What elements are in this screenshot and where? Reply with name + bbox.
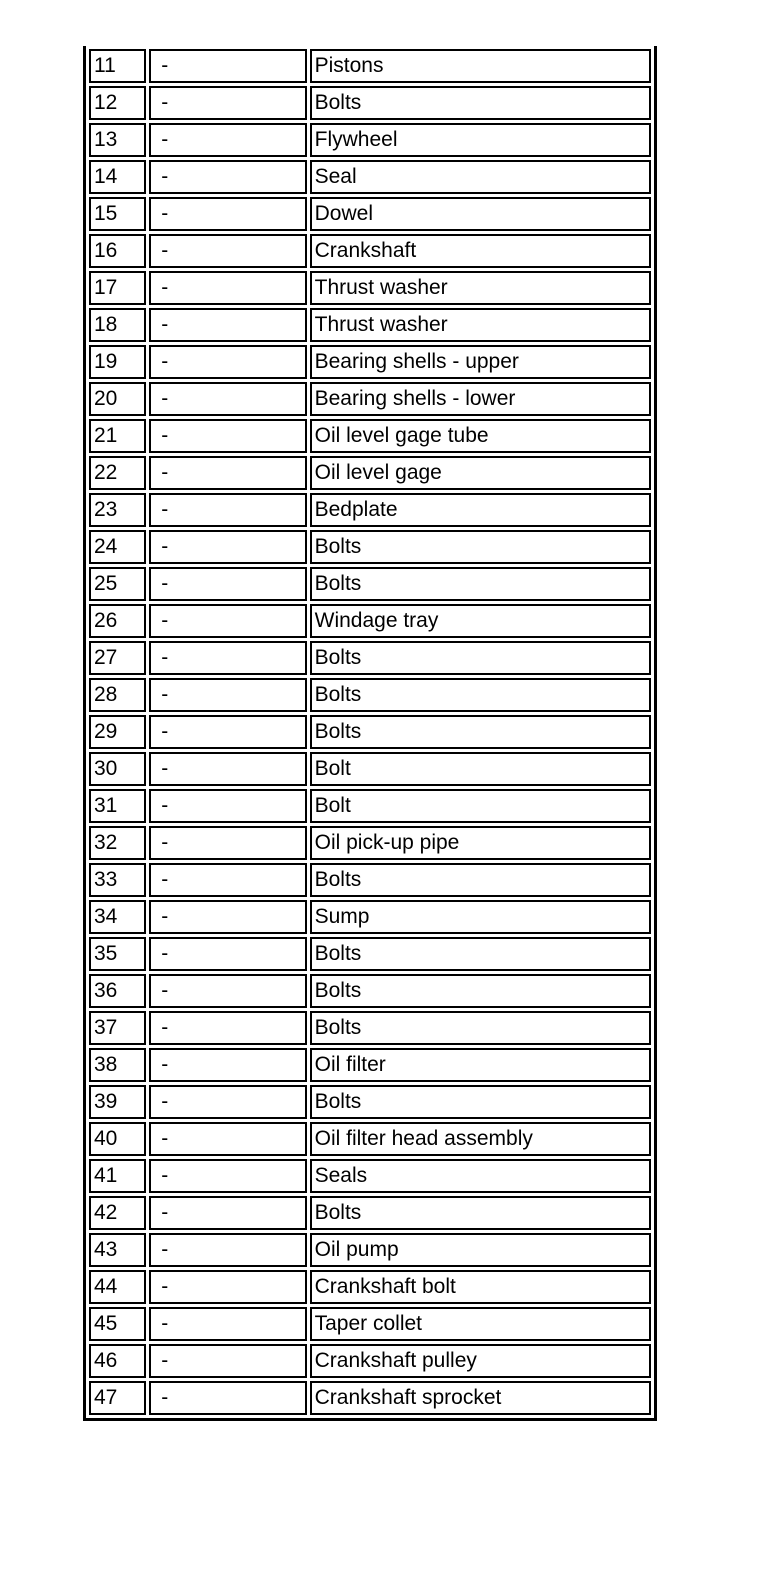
table-row: [89, 900, 651, 934]
part-number-cell: 25: [89, 567, 146, 601]
separator-cell: -: [149, 456, 306, 490]
part-name-cell: Bearing shells - lower: [310, 382, 651, 416]
table-row: [89, 863, 651, 897]
part-name-cell: Bolts: [310, 715, 651, 749]
part-name-cell: Taper collet: [310, 1307, 651, 1341]
part-number-cell: 19: [89, 345, 146, 379]
table-row: [89, 530, 651, 564]
part-number-cell: 45: [89, 1307, 146, 1341]
part-name-cell: Flywheel: [310, 123, 651, 157]
separator-cell: -: [149, 123, 306, 157]
table-row: [89, 419, 651, 453]
table-row: [89, 1011, 651, 1045]
part-name-cell: Oil level gage tube: [310, 419, 651, 453]
separator-cell: -: [149, 234, 306, 268]
table-row: [89, 826, 651, 860]
part-name-cell: Oil filter: [310, 1048, 651, 1082]
table-row: [89, 86, 651, 120]
table-row: [89, 456, 651, 490]
part-number-cell: 14: [89, 160, 146, 194]
part-name-cell: Bolts: [310, 678, 651, 712]
part-number-cell: 36: [89, 974, 146, 1008]
table-row: [89, 1196, 651, 1230]
separator-cell: -: [149, 530, 306, 564]
separator-cell: -: [149, 160, 306, 194]
part-name-cell: Oil filter head assembly: [310, 1122, 651, 1156]
separator-cell: -: [149, 345, 306, 379]
table-row: [89, 1381, 651, 1415]
table-row: [89, 1085, 651, 1119]
table-row: [89, 1122, 651, 1156]
table-row: [89, 1307, 651, 1341]
table-row: [89, 641, 651, 675]
part-name-cell: Seal: [310, 160, 651, 194]
part-name-cell: Windage tray: [310, 604, 651, 638]
separator-cell: -: [149, 641, 306, 675]
separator-cell: -: [149, 1011, 306, 1045]
table-row: [89, 234, 651, 268]
table-row: [89, 308, 651, 342]
separator-cell: -: [149, 1233, 306, 1267]
part-name-cell: Bolts: [310, 530, 651, 564]
part-number-cell: 39: [89, 1085, 146, 1119]
separator-cell: -: [149, 863, 306, 897]
part-number-cell: 18: [89, 308, 146, 342]
table-row: [89, 678, 651, 712]
part-name-cell: Bolts: [310, 1011, 651, 1045]
part-number-cell: 38: [89, 1048, 146, 1082]
table-row: [89, 345, 651, 379]
table-row: [89, 123, 651, 157]
part-number-cell: 42: [89, 1196, 146, 1230]
table-row: [89, 493, 651, 527]
separator-cell: -: [149, 937, 306, 971]
part-number-cell: 22: [89, 456, 146, 490]
separator-cell: -: [149, 604, 306, 638]
parts-legend-body: [89, 49, 651, 1415]
part-name-cell: Bolts: [310, 937, 651, 971]
separator-cell: -: [149, 1122, 306, 1156]
part-number-cell: 30: [89, 752, 146, 786]
part-number-cell: 20: [89, 382, 146, 416]
part-name-cell: Oil pump: [310, 1233, 651, 1267]
part-name-cell: Thrust washer: [310, 271, 651, 305]
part-number-cell: 15: [89, 197, 146, 231]
separator-cell: -: [149, 1159, 306, 1193]
part-number-cell: 32: [89, 826, 146, 860]
part-number-cell: 13: [89, 123, 146, 157]
separator-cell: -: [149, 1048, 306, 1082]
separator-cell: -: [149, 974, 306, 1008]
part-name-cell: Bolts: [310, 1085, 651, 1119]
part-name-cell: Pistons: [310, 49, 651, 83]
separator-cell: -: [149, 789, 306, 823]
part-name-cell: Crankshaft sprocket: [310, 1381, 651, 1415]
separator-cell: -: [149, 752, 306, 786]
part-number-cell: 21: [89, 419, 146, 453]
table-row: [89, 1048, 651, 1082]
part-name-cell: Crankshaft: [310, 234, 651, 268]
part-number-cell: 27: [89, 641, 146, 675]
separator-cell: -: [149, 1344, 306, 1378]
table-row: [89, 567, 651, 601]
part-number-cell: 17: [89, 271, 146, 305]
separator-cell: -: [149, 493, 306, 527]
part-name-cell: Bearing shells - upper: [310, 345, 651, 379]
part-number-cell: 23: [89, 493, 146, 527]
separator-cell: -: [149, 567, 306, 601]
part-number-cell: 16: [89, 234, 146, 268]
table-row: [89, 1270, 651, 1304]
table-row: [89, 789, 651, 823]
part-number-cell: 24: [89, 530, 146, 564]
part-name-cell: Bolts: [310, 86, 651, 120]
part-name-cell: Thrust washer: [310, 308, 651, 342]
part-number-cell: 12: [89, 86, 146, 120]
part-number-cell: 47: [89, 1381, 146, 1415]
separator-cell: -: [149, 715, 306, 749]
separator-cell: -: [149, 308, 306, 342]
table-row: [89, 271, 651, 305]
part-name-cell: Crankshaft pulley: [310, 1344, 651, 1378]
separator-cell: -: [149, 49, 306, 83]
table-row: [89, 382, 651, 416]
table-row: [89, 752, 651, 786]
part-name-cell: Bolts: [310, 863, 651, 897]
table-row: [89, 1344, 651, 1378]
table-row: [89, 197, 651, 231]
separator-cell: -: [149, 1196, 306, 1230]
part-number-cell: 28: [89, 678, 146, 712]
separator-cell: -: [149, 678, 306, 712]
part-name-cell: Oil pick-up pipe: [310, 826, 651, 860]
separator-cell: -: [149, 826, 306, 860]
parts-legend-table: [83, 46, 657, 1421]
separator-cell: -: [149, 419, 306, 453]
part-number-cell: 37: [89, 1011, 146, 1045]
part-number-cell: 41: [89, 1159, 146, 1193]
part-name-cell: Bolts: [310, 1196, 651, 1230]
table-row: [89, 604, 651, 638]
part-name-cell: Bolts: [310, 567, 651, 601]
table-row: [89, 715, 651, 749]
part-number-cell: 26: [89, 604, 146, 638]
separator-cell: -: [149, 1270, 306, 1304]
part-number-cell: 11: [89, 49, 146, 83]
separator-cell: -: [149, 382, 306, 416]
part-number-cell: 34: [89, 900, 146, 934]
table-row: [89, 974, 651, 1008]
part-name-cell: Bolt: [310, 752, 651, 786]
table-row: [89, 1233, 651, 1267]
table-row: [89, 937, 651, 971]
part-number-cell: 46: [89, 1344, 146, 1378]
part-number-cell: 40: [89, 1122, 146, 1156]
separator-cell: -: [149, 271, 306, 305]
table-row: [89, 160, 651, 194]
part-number-cell: 31: [89, 789, 146, 823]
part-name-cell: Bolts: [310, 641, 651, 675]
part-name-cell: Sump: [310, 900, 651, 934]
separator-cell: -: [149, 86, 306, 120]
part-number-cell: 33: [89, 863, 146, 897]
part-number-cell: 43: [89, 1233, 146, 1267]
part-name-cell: Dowel: [310, 197, 651, 231]
separator-cell: -: [149, 1381, 306, 1415]
separator-cell: -: [149, 1307, 306, 1341]
part-number-cell: 35: [89, 937, 146, 971]
part-name-cell: Bolts: [310, 974, 651, 1008]
part-name-cell: Bedplate: [310, 493, 651, 527]
part-name-cell: Seals: [310, 1159, 651, 1193]
separator-cell: -: [149, 1085, 306, 1119]
part-name-cell: Crankshaft bolt: [310, 1270, 651, 1304]
part-number-cell: 29: [89, 715, 146, 749]
part-name-cell: Oil level gage: [310, 456, 651, 490]
separator-cell: -: [149, 197, 306, 231]
separator-cell: -: [149, 900, 306, 934]
part-number-cell: 44: [89, 1270, 146, 1304]
table-row: [89, 49, 651, 83]
part-name-cell: Bolt: [310, 789, 651, 823]
table-row: [89, 1159, 651, 1193]
